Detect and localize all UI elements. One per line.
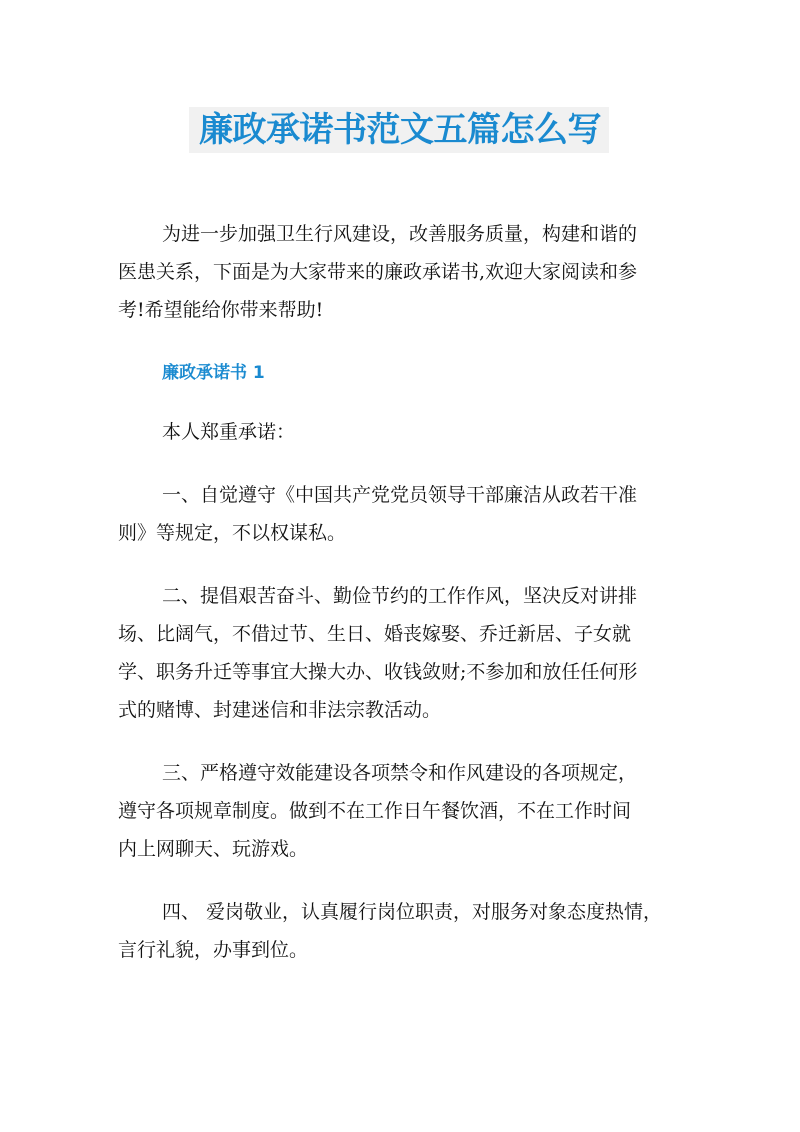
paragraph: [118, 893, 698, 969]
text-line: 四、 爱岗敬业，认真履行岗位职责，对服务对象态度热情，: [162, 901, 663, 923]
text-line: 二、提倡艰苦奋斗、勤俭节约的工作作风，坚决反对讲排: [162, 585, 638, 607]
text-line: 医患关系，下面是为大家带来的廉政承诺书,欢迎大家阅读和参: [118, 261, 638, 283]
section-heading: 廉政承诺书 1: [162, 363, 265, 383]
text-line: 则》等规定，不以权谋私。: [118, 522, 347, 544]
text-line: 学、职务升迁等事宜大操大办、收钱敛财;不参加和放任任何形: [118, 661, 638, 683]
text-line: 本人郑重承诺：: [162, 421, 296, 443]
text-line: 三、严格遵守效能建设各项禁令和作风建设的各项规定，: [162, 762, 638, 784]
text-line: 为进一步加强卫生行风建设，改善服务质量，构建和谐的: [162, 223, 638, 245]
text-line: 场、比阔气，不借过节、生日、婚丧嫁娶、乔迁新居、子女就: [118, 623, 632, 645]
paragraph: [118, 577, 698, 729]
text-line: 考!希望能给你带来帮助!: [118, 299, 324, 321]
intro-paragraph: [118, 215, 698, 329]
text-line: 言行礼貌，办事到位。: [118, 939, 309, 961]
paragraph: [118, 754, 698, 868]
paragraph: [118, 413, 698, 451]
document-body: [118, 215, 698, 994]
text-line: 式的赌博、封建迷信和非法宗教活动。: [118, 699, 442, 721]
page-title: 廉政承诺书范文五篇怎么写: [199, 110, 601, 150]
text-line: 一、自觉遵守《中国共产党党员领导干部廉洁从政若干准: [162, 484, 638, 506]
text-line: 遵守各项规章制度。做到不在工作日午餐饮酒，不在工作时间: [118, 800, 632, 822]
paragraph: [118, 476, 698, 552]
text-line: 内上网聊天、玩游戏。: [118, 838, 309, 860]
